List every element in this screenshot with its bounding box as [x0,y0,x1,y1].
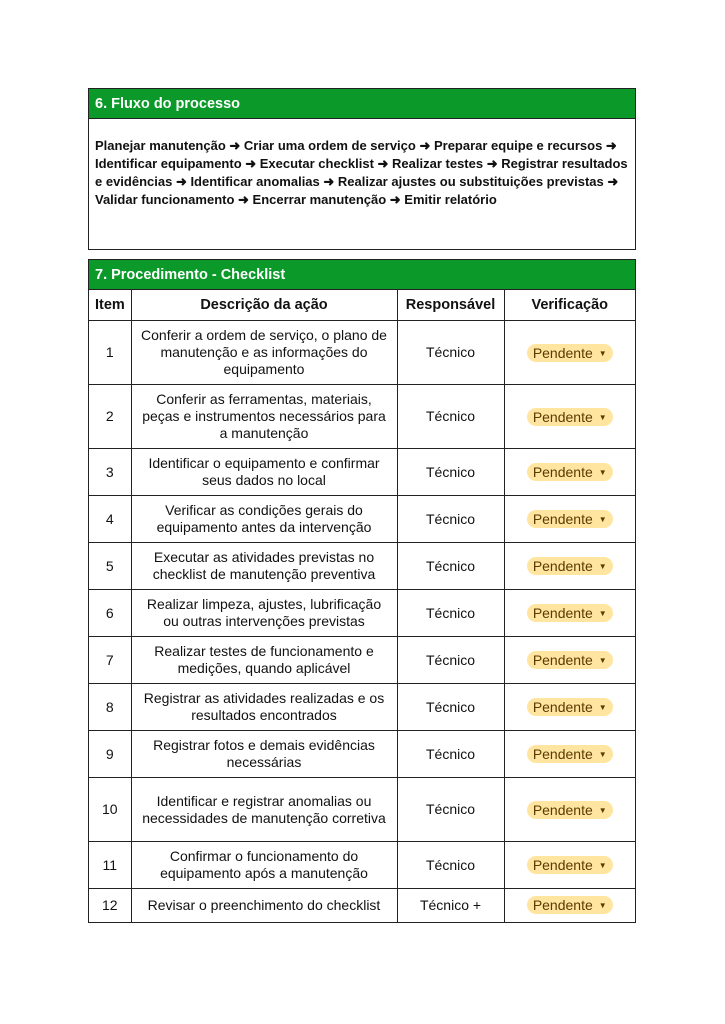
verification-cell [504,321,635,385]
verification-cell [504,637,635,684]
responsible: Técnico [397,731,504,778]
verification-cell [504,842,635,889]
verification-cell [504,449,635,496]
status-label: Pendente [532,408,593,425]
status-dropdown[interactable] [527,856,613,874]
item-number: 12 [89,889,131,922]
status-label: Pendente [532,344,593,361]
verification-cell [504,590,635,637]
chevron-down-icon: ▼ [598,348,607,358]
action-description: Identificar o equipamento e confirmar seus dados no local [131,449,397,496]
table-row [89,496,635,543]
status-dropdown[interactable] [527,408,613,426]
table-row [89,637,635,684]
verification-cell [504,496,635,543]
responsible: Técnico [397,778,504,842]
status-dropdown[interactable] [527,896,613,914]
status-dropdown[interactable] [527,344,613,362]
responsible: Técnico [397,842,504,889]
table-row [89,731,635,778]
table-row [89,684,635,731]
item-number: 5 [89,543,131,590]
status-dropdown[interactable] [527,557,613,575]
item-number: 3 [89,449,131,496]
action-description: Conferir a ordem de serviço, o plano de manutenção e as informações do equipamento [131,321,397,385]
table-row [89,449,635,496]
action-description: Realizar limpeza, ajustes, lubrificação ou outras intervenções previstas [131,590,397,637]
chevron-down-icon: ▼ [598,703,607,712]
table-row [89,321,635,385]
status-label: Pendente [532,464,593,480]
status-label: Pendente [532,897,593,914]
status-label: Pendente [532,652,593,668]
item-number: 9 [89,731,131,778]
responsible: Técnico [397,321,504,385]
verification-cell [504,543,635,590]
action-description: Executar as atividades previstas no checklist de manutenção preventiva [131,543,397,590]
verification-cell [504,731,635,778]
item-number: 2 [89,385,131,449]
item-number: 11 [89,842,131,889]
chevron-down-icon: ▼ [598,750,607,759]
action-description: Registrar as atividades realizadas e os resultados encontrados [131,684,397,731]
header-verification: Verificação [504,290,635,321]
chevron-down-icon: ▼ [598,901,607,911]
status-dropdown[interactable] [527,463,613,481]
responsible: Técnico + [397,889,504,922]
verification-cell [504,778,635,842]
chevron-down-icon: ▼ [598,861,607,870]
chevron-down-icon: ▼ [598,468,607,477]
action-description: Confirmar o funcionamento do equipamento após a manutenção [131,842,397,889]
chevron-down-icon: ▼ [598,656,607,665]
item-number: 6 [89,590,131,637]
status-label: Pendente [532,857,593,873]
process-flow-section [88,88,636,250]
checklist-table [89,290,635,922]
action-description: Realizar testes de funcionamento e medições, quando aplicável [131,637,397,684]
chevron-down-icon: ▼ [598,412,607,422]
item-number: 4 [89,496,131,543]
table-row [89,543,635,590]
status-label: Pendente [532,605,593,621]
action-description: Registrar fotos e demais evidências necessárias [131,731,397,778]
header-item: Item [89,290,131,321]
status-dropdown[interactable] [527,698,613,716]
chevron-down-icon: ▼ [598,515,607,524]
status-label: Pendente [532,801,593,818]
status-dropdown[interactable] [527,510,613,528]
table-row [89,889,635,922]
responsible: Técnico [397,385,504,449]
status-dropdown[interactable] [527,745,613,763]
table-row [89,778,635,842]
header-responsible: Responsável [397,290,504,321]
item-number: 7 [89,637,131,684]
responsible: Técnico [397,449,504,496]
responsible: Técnico [397,637,504,684]
status-dropdown[interactable] [527,651,613,669]
action-description: Conferir as ferramentas, materiais, peças e instrumentos necessários para a manutenção [131,385,397,449]
status-label: Pendente [532,558,593,574]
process-flow-title: 6. Fluxo do processo [89,89,635,119]
chevron-down-icon: ▼ [598,805,607,815]
verification-cell [504,684,635,731]
status-dropdown[interactable] [527,801,613,819]
checklist-header-row [89,290,635,321]
action-description: Identificar e registrar anomalias ou necessidades de manutenção corretiva [131,778,397,842]
responsible: Técnico [397,543,504,590]
status-label: Pendente [532,511,593,527]
item-number: 8 [89,684,131,731]
action-description: Verificar as condições gerais do equipamento antes da intervenção [131,496,397,543]
table-row [89,590,635,637]
responsible: Técnico [397,590,504,637]
table-row [89,842,635,889]
checklist-section [88,259,636,923]
responsible: Técnico [397,496,504,543]
chevron-down-icon: ▼ [598,609,607,618]
table-row [89,385,635,449]
verification-cell [504,889,635,922]
responsible: Técnico [397,684,504,731]
item-number: 10 [89,778,131,842]
chevron-down-icon: ▼ [598,562,607,571]
header-description: Descrição da ação [131,290,397,321]
process-flow-text: Planejar manutenção ➜ Criar uma ordem de serviço ➜ Preparar equipe e recursos ➜ Identificar equipamento ➜ Executar checklist ➜ Realizar testes ➜ Registrar resultados e evidências ➜ Identificar anomalias ➜ Realizar ajustes ou substituições previstas ➜ Validar funcionamento ➜ Encerrar manutenção ➜ Emitir relatório [95,138,628,207]
verification-cell [504,385,635,449]
status-label: Pendente [532,746,593,762]
item-number: 1 [89,321,131,385]
status-label: Pendente [532,699,593,715]
status-dropdown[interactable] [527,604,613,622]
action-description: Revisar o preenchimento do checklist [131,889,397,922]
checklist-title: 7. Procedimento - Checklist [89,260,635,290]
